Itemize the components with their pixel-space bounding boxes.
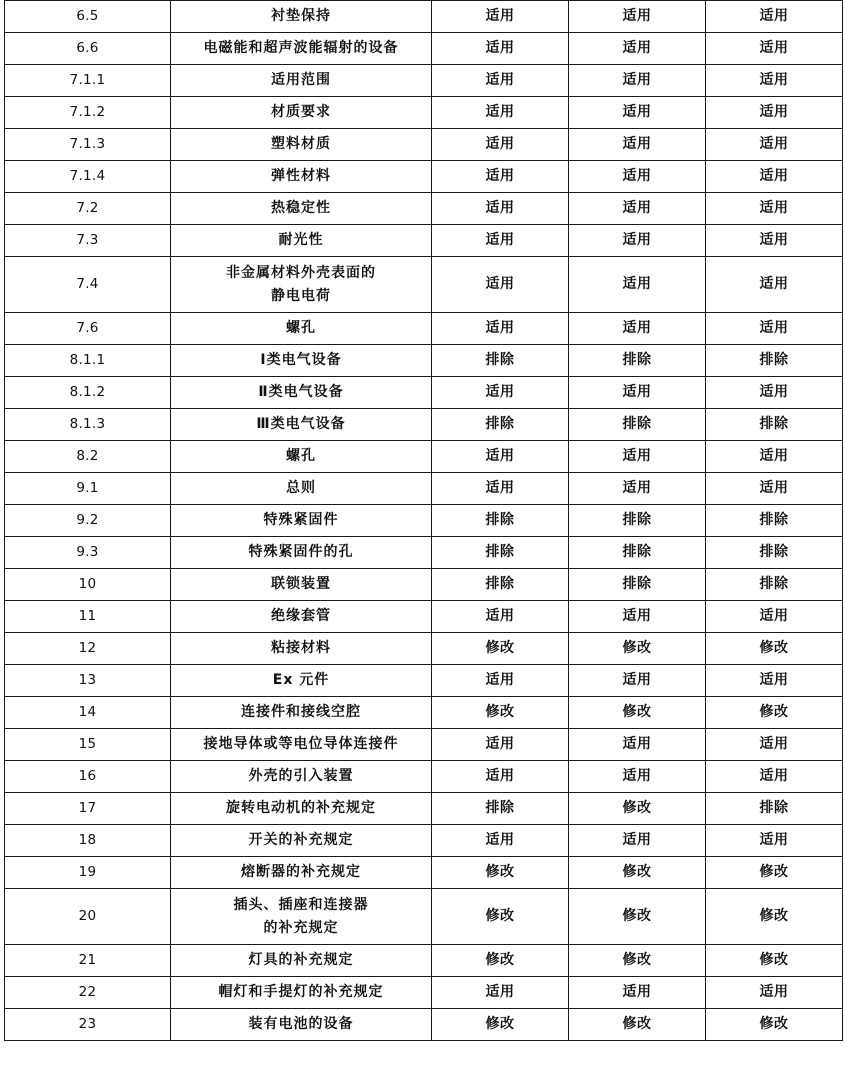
table-row xyxy=(5,793,843,825)
table-row xyxy=(5,225,843,257)
clause-title: 材质要求 xyxy=(171,97,432,129)
status-cell: 适用 xyxy=(706,33,843,65)
clause-number: 13 xyxy=(5,665,171,697)
table-row xyxy=(5,65,843,97)
requirements-table-sheet xyxy=(4,0,842,1041)
status-cell: 适用 xyxy=(569,761,706,793)
clause-title: 接地导体或等电位导体连接件 xyxy=(171,729,432,761)
status-cell: 排除 xyxy=(569,505,706,537)
status-cell: 适用 xyxy=(569,601,706,633)
clause-title xyxy=(171,257,432,313)
status-cell: 适用 xyxy=(569,313,706,345)
clause-title-line-1: 插头、插座和连接器 xyxy=(233,896,369,913)
table-row xyxy=(5,345,843,377)
status-cell: 修改 xyxy=(569,889,706,945)
table-row xyxy=(5,1,843,33)
status-cell: 适用 xyxy=(706,1,843,33)
status-cell: 修改 xyxy=(706,889,843,945)
status-cell: 适用 xyxy=(706,313,843,345)
table-row xyxy=(5,601,843,633)
clause-number: 23 xyxy=(5,1009,171,1041)
clause-number: 7.1.3 xyxy=(5,129,171,161)
status-cell: 适用 xyxy=(432,473,569,505)
table-row xyxy=(5,193,843,225)
clause-number: 7.4 xyxy=(5,257,171,313)
table-row xyxy=(5,945,843,977)
status-cell: 适用 xyxy=(706,257,843,313)
clause-number: 14 xyxy=(5,697,171,729)
status-cell: 适用 xyxy=(706,225,843,257)
table-row xyxy=(5,697,843,729)
status-cell: 排除 xyxy=(432,409,569,441)
status-cell: 修改 xyxy=(432,1009,569,1041)
status-cell: 适用 xyxy=(569,1,706,33)
status-cell: 排除 xyxy=(706,537,843,569)
table-row xyxy=(5,977,843,1009)
status-cell: 适用 xyxy=(432,377,569,409)
status-cell: 适用 xyxy=(569,377,706,409)
status-cell: 适用 xyxy=(569,729,706,761)
table-row xyxy=(5,129,843,161)
clause-title: 熔断器的补充规定 xyxy=(171,857,432,889)
table-row xyxy=(5,729,843,761)
status-cell: 修改 xyxy=(569,633,706,665)
clause-number: 9.1 xyxy=(5,473,171,505)
status-cell: 修改 xyxy=(706,697,843,729)
clause-number: 7.1.1 xyxy=(5,65,171,97)
clause-title: Ⅱ类电气设备 xyxy=(171,377,432,409)
clause-number: 10 xyxy=(5,569,171,601)
status-cell: 适用 xyxy=(706,65,843,97)
clause-number: 6.5 xyxy=(5,1,171,33)
status-cell: 适用 xyxy=(706,161,843,193)
status-cell: 适用 xyxy=(569,473,706,505)
clause-title: 热稳定性 xyxy=(171,193,432,225)
status-cell: 排除 xyxy=(569,345,706,377)
clause-title: 适用范围 xyxy=(171,65,432,97)
table-row xyxy=(5,633,843,665)
status-cell: 适用 xyxy=(569,161,706,193)
table-row xyxy=(5,377,843,409)
status-cell: 修改 xyxy=(432,633,569,665)
clause-title: 开关的补充规定 xyxy=(171,825,432,857)
table-row xyxy=(5,97,843,129)
clause-title: 特殊紧固件的孔 xyxy=(171,537,432,569)
status-cell: 适用 xyxy=(432,129,569,161)
clause-title: 灯具的补充规定 xyxy=(171,945,432,977)
status-cell: 适用 xyxy=(432,825,569,857)
table-row xyxy=(5,409,843,441)
status-cell: 排除 xyxy=(569,409,706,441)
clause-number: 12 xyxy=(5,633,171,665)
clause-number: 9.2 xyxy=(5,505,171,537)
table-row xyxy=(5,313,843,345)
clause-title: 塑料材质 xyxy=(171,129,432,161)
table-row xyxy=(5,569,843,601)
clause-title: 外壳的引入装置 xyxy=(171,761,432,793)
clause-title: 总则 xyxy=(171,473,432,505)
status-cell: 适用 xyxy=(432,257,569,313)
status-cell: 适用 xyxy=(706,825,843,857)
status-cell: 适用 xyxy=(432,1,569,33)
status-cell: 适用 xyxy=(569,225,706,257)
table-row xyxy=(5,665,843,697)
table-row xyxy=(5,505,843,537)
clause-title-line-1: 非金属材料外壳表面的 xyxy=(226,264,376,281)
table-row xyxy=(5,889,843,945)
status-cell: 适用 xyxy=(569,193,706,225)
clause-title: 帽灯和手提灯的补充规定 xyxy=(171,977,432,1009)
clause-title: 联锁装置 xyxy=(171,569,432,601)
clause-number: 8.1.2 xyxy=(5,377,171,409)
clause-number: 7.6 xyxy=(5,313,171,345)
table-row xyxy=(5,441,843,473)
status-cell: 排除 xyxy=(569,537,706,569)
clause-title: 耐光性 xyxy=(171,225,432,257)
clause-title: Ex 元件 xyxy=(171,665,432,697)
status-cell: 修改 xyxy=(569,1009,706,1041)
clause-number: 6.6 xyxy=(5,33,171,65)
clause-number: 19 xyxy=(5,857,171,889)
clause-title: 电磁能和超声波能辐射的设备 xyxy=(171,33,432,65)
status-cell: 适用 xyxy=(569,977,706,1009)
clause-number: 7.2 xyxy=(5,193,171,225)
clause-number: 7.1.4 xyxy=(5,161,171,193)
status-cell: 修改 xyxy=(569,697,706,729)
clause-number: 7.1.2 xyxy=(5,97,171,129)
status-cell: 适用 xyxy=(432,193,569,225)
table-row xyxy=(5,33,843,65)
status-cell: 适用 xyxy=(706,377,843,409)
status-cell: 适用 xyxy=(706,729,843,761)
status-cell: 适用 xyxy=(706,129,843,161)
status-cell: 排除 xyxy=(432,537,569,569)
table-row xyxy=(5,257,843,313)
status-cell: 适用 xyxy=(432,729,569,761)
status-cell: 适用 xyxy=(569,129,706,161)
status-cell: 适用 xyxy=(569,33,706,65)
status-cell: 修改 xyxy=(432,697,569,729)
status-cell: 适用 xyxy=(706,441,843,473)
status-cell: 修改 xyxy=(432,889,569,945)
clause-title: 弹性材料 xyxy=(171,161,432,193)
clause-number: 9.3 xyxy=(5,537,171,569)
status-cell: 排除 xyxy=(432,569,569,601)
status-cell: 适用 xyxy=(432,33,569,65)
table-row xyxy=(5,537,843,569)
status-cell: 适用 xyxy=(432,97,569,129)
clause-title: 粘接材料 xyxy=(171,633,432,665)
clause-number: 18 xyxy=(5,825,171,857)
clause-number: 8.1.1 xyxy=(5,345,171,377)
table-row xyxy=(5,1009,843,1041)
status-cell: 排除 xyxy=(432,793,569,825)
status-cell: 适用 xyxy=(569,825,706,857)
clause-title xyxy=(171,889,432,945)
clause-number: 8.1.3 xyxy=(5,409,171,441)
status-cell: 适用 xyxy=(432,225,569,257)
table-row xyxy=(5,857,843,889)
clause-title: 旋转电动机的补充规定 xyxy=(171,793,432,825)
clause-title: 特殊紧固件 xyxy=(171,505,432,537)
status-cell: 适用 xyxy=(706,97,843,129)
status-cell: 排除 xyxy=(706,569,843,601)
clause-number: 17 xyxy=(5,793,171,825)
status-cell: 修改 xyxy=(569,857,706,889)
clause-title: 衬垫保持 xyxy=(171,1,432,33)
status-cell: 排除 xyxy=(432,505,569,537)
status-cell: 排除 xyxy=(706,409,843,441)
clause-title-line-2: 的补充规定 xyxy=(263,919,339,936)
clause-number: 15 xyxy=(5,729,171,761)
status-cell: 适用 xyxy=(432,65,569,97)
status-cell: 修改 xyxy=(706,857,843,889)
clause-number: 8.2 xyxy=(5,441,171,473)
table-row xyxy=(5,161,843,193)
clause-number: 22 xyxy=(5,977,171,1009)
table-row xyxy=(5,825,843,857)
requirements-table xyxy=(4,0,843,1041)
status-cell: 排除 xyxy=(706,793,843,825)
clause-number: 11 xyxy=(5,601,171,633)
table-row xyxy=(5,473,843,505)
status-cell: 适用 xyxy=(432,977,569,1009)
status-cell: 适用 xyxy=(432,665,569,697)
status-cell: 修改 xyxy=(432,945,569,977)
status-cell: 修改 xyxy=(569,945,706,977)
clause-title: 螺孔 xyxy=(171,313,432,345)
clause-title-line-2: 静电电荷 xyxy=(271,287,331,304)
clause-number: 7.3 xyxy=(5,225,171,257)
status-cell: 适用 xyxy=(569,441,706,473)
status-cell: 修改 xyxy=(432,857,569,889)
status-cell: 适用 xyxy=(432,161,569,193)
clause-title: 绝缘套管 xyxy=(171,601,432,633)
clause-title: Ⅰ类电气设备 xyxy=(171,345,432,377)
status-cell: 排除 xyxy=(569,569,706,601)
status-cell: 排除 xyxy=(706,505,843,537)
status-cell: 修改 xyxy=(569,793,706,825)
status-cell: 适用 xyxy=(569,665,706,697)
status-cell: 适用 xyxy=(569,65,706,97)
clause-title: 螺孔 xyxy=(171,441,432,473)
status-cell: 适用 xyxy=(432,441,569,473)
clause-number: 21 xyxy=(5,945,171,977)
clause-title: Ⅲ类电气设备 xyxy=(171,409,432,441)
status-cell: 修改 xyxy=(706,945,843,977)
status-cell: 适用 xyxy=(432,601,569,633)
table-row xyxy=(5,761,843,793)
status-cell: 适用 xyxy=(706,977,843,1009)
clause-title: 连接件和接线空腔 xyxy=(171,697,432,729)
status-cell: 适用 xyxy=(706,665,843,697)
status-cell: 适用 xyxy=(706,473,843,505)
status-cell: 排除 xyxy=(706,345,843,377)
status-cell: 修改 xyxy=(706,1009,843,1041)
status-cell: 适用 xyxy=(569,257,706,313)
status-cell: 适用 xyxy=(432,313,569,345)
clause-number: 20 xyxy=(5,889,171,945)
status-cell: 修改 xyxy=(706,633,843,665)
status-cell: 适用 xyxy=(569,97,706,129)
status-cell: 适用 xyxy=(706,601,843,633)
status-cell: 适用 xyxy=(432,761,569,793)
clause-title: 装有电池的设备 xyxy=(171,1009,432,1041)
clause-number: 16 xyxy=(5,761,171,793)
status-cell: 排除 xyxy=(432,345,569,377)
status-cell: 适用 xyxy=(706,193,843,225)
status-cell: 适用 xyxy=(706,761,843,793)
